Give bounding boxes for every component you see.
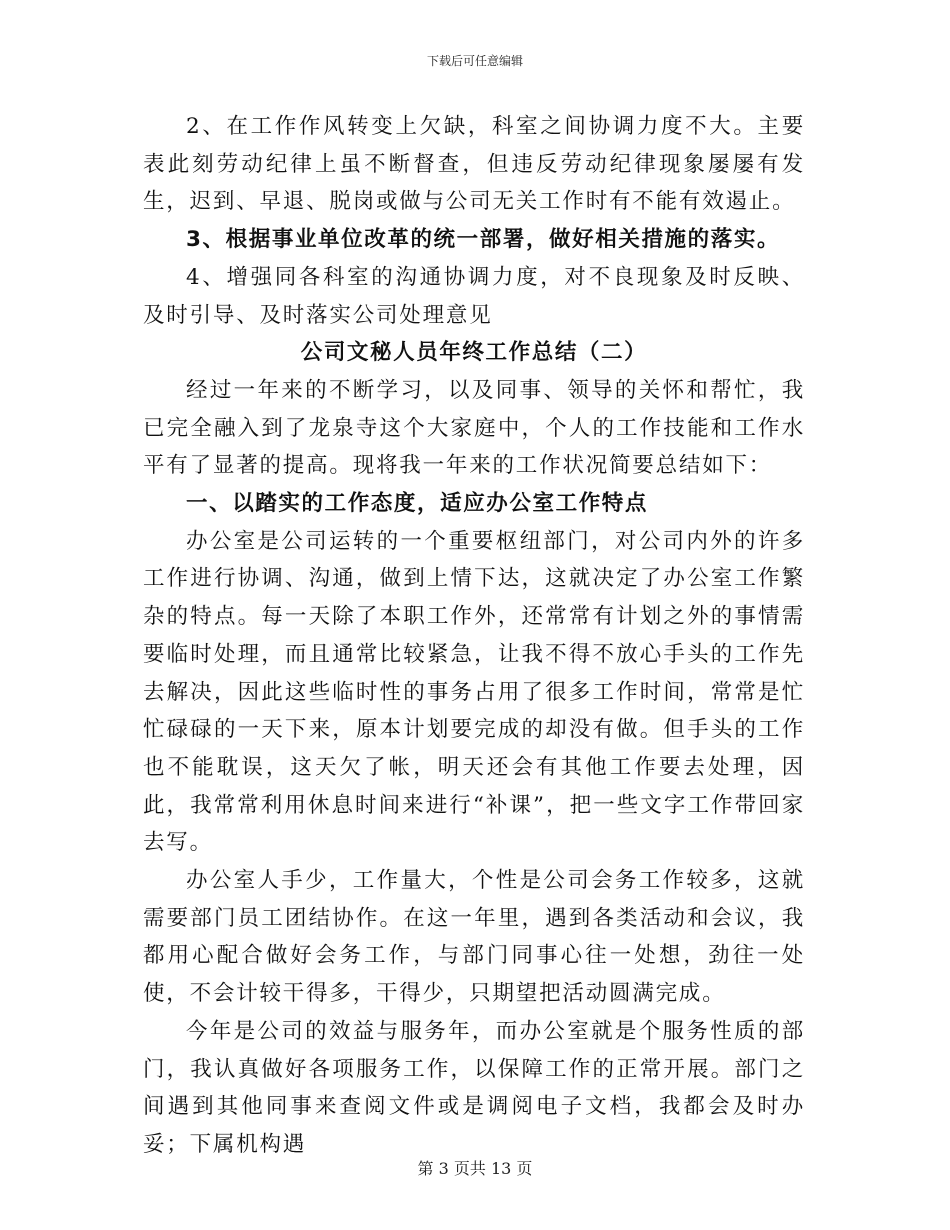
subheading-work-attitude: 一、以踏实的工作态度，适应办公室工作特点 [186,491,649,517]
section-title: 公司文秘人员年终工作总结（二） [300,340,648,366]
paragraph-communication: 4、增强同各科室的沟通协调力度，对不良现象及时反映、及时引导、及时落实公司处理意见 [143,264,805,328]
paragraph-intro: 经过一年来的不断学习，以及同事、领导的关怀和帮忙，我已完全融入到了龙泉寺这个大家庭中，个人的工作技能和工作水平有了显著的提高。现将我一年来的工作状况简要总结如下： [143,377,805,479]
paragraph-service: 今年是公司的效益与服务年，而办公室就是个服务性质的部门，我认真做好各项服务工作，以保障工作的正常开展。部门之间遇到其他同事来查阅文件或是调阅电子文档，我都会及时办妥；下属机构遇 [143,1018,805,1157]
page-header-note: 下载后可任意编辑 [426,54,523,68]
paragraph-reform-measures: 3、根据事业单位改革的统一部署，做好相关措施的落实。 [186,227,781,253]
page-number-footer: 第 3 页共 13 页 [417,1159,533,1178]
document-body [143,108,805,1164]
paragraph-work-style: 2、在工作作风转变上欠缺，科室之间协调力度不大。主要表此刻劳动纪律上虽不断督查，但违反劳动纪律现象屡屡有发生，迟到、早退、脱岗或做与公司无关工作时有不能有效遏止。 [143,114,805,215]
paragraph-office-role: 办公室是公司运转的一个重要枢纽部门，对公司内外的许多工作进行协调、沟通，做到上情下达，这就决定了办公室工作繁杂的特点。每一天除了本职工作外，还常常有计划之外的事情需要临时处理，而且通常比较紧急，让我不得不放心手头的工作先去解决，因此这些临时性的事务占用了很多工作时间，常常是忙忙碌碌的一天下来，原本计划要完成的却没有做。但手头的工作也不能耽误，这天欠了帐，明天还会有其他工作要去处理，因此，我常常利用休息时间来进行“补课”，把一些文字工作带回家去写。 [143,528,805,856]
paragraph-teamwork: 办公室人手少，工作量大，个性是公司会务工作较多，这就需要部门员工团结协作。在这一年里，遇到各类活动和会议，我都用心配合做好会务工作，与部门同事心往一处想，劲往一处使，不会计较干得多，干得少，只期望把活动圆满完成。 [143,868,805,1007]
